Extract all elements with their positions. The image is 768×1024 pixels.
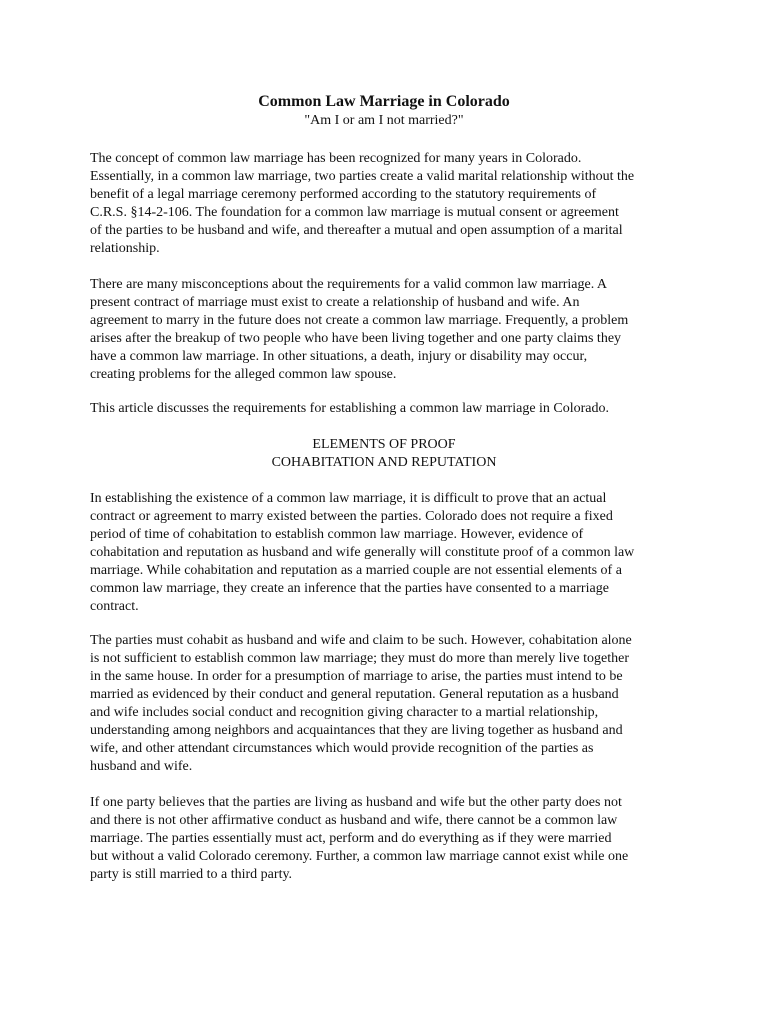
text-line: common law marriage, they create an inference that the parties have consented to a marriage [90, 581, 609, 596]
text-line: marriage. The parties essentially must act, perform and do everything as if they were married [90, 831, 612, 846]
text-line: contract or agreement to marry existed between the parties. Colorado does not require a fixed [90, 509, 613, 524]
text-line: husband and wife. [90, 759, 193, 774]
text-line: is not sufficient to establish common law marriage; they must do more than merely live together [90, 651, 629, 666]
text-line: There are many misconceptions about the requirements for a valid common law marriage. A [90, 277, 608, 292]
text-line: benefit of a legal marriage ceremony performed according to the statutory requirements of [90, 187, 597, 202]
text-line: creating problems for the alleged common law spouse. [90, 367, 397, 382]
paragraph-cohabit [90, 632, 690, 776]
text-line: marriage. While cohabitation and reputation as a married couple are not essential elements of a [90, 563, 622, 578]
text-line: in the same house. In order for a presumption of marriage to arise, the parties must intend to be [90, 669, 623, 684]
text-line: The concept of common law marriage has been recognized for many years in Colorado. [90, 151, 582, 166]
paragraph-affirmative-conduct [90, 794, 690, 884]
text-line: and wife includes social conduct and recognition giving character to a martial relationship, [90, 705, 599, 720]
text-line: period of time of cohabitation to establish common law marriage. However, evidence of [90, 527, 584, 542]
text-line: relationship. [90, 241, 160, 256]
text-line: party is still married to a third party. [90, 867, 293, 882]
text-line: of the parties to be husband and wife, and thereafter a mutual and open assumption of a marital [90, 223, 623, 238]
section-heading-line1: ELEMENTS OF PROOF [312, 437, 456, 452]
text-line: This article discusses the requirements for establishing a common law marriage in Colorado. [90, 401, 610, 416]
paragraph-article-scope [90, 400, 690, 418]
text-line: wife, and other attendant circumstances which would provide recognition of the parties as [90, 741, 594, 756]
text-line: If one party believes that the parties are living as husband and wife but the other party does not [90, 795, 622, 810]
paragraph-misconceptions [90, 276, 690, 384]
section-heading-line2: COHABITATION AND REPUTATION [271, 455, 497, 470]
text-line: but without a valid Colorado ceremony. Further, a common law marriage cannot exist while one [90, 849, 629, 864]
text-line: and there is not other affirmative conduct as husband and wife, there cannot be a common law [90, 813, 618, 828]
document-subtitle: "Am I or am I not married?" [304, 113, 464, 128]
text-line: present contract of marriage must exist to create a relationship of husband and wife. An [90, 295, 580, 310]
text-line: married as evidenced by their conduct and general reputation. General reputation as a husband [90, 687, 619, 702]
text-line: C.R.S. §14-2-106. The foundation for a common law marriage is mutual consent or agreement [90, 205, 619, 220]
text-line: In establishing the existence of a common law marriage, it is difficult to prove that an actual [90, 491, 607, 506]
text-line: The parties must cohabit as husband and wife and claim to be such. However, cohabitation alone [90, 633, 632, 648]
text-line: understanding among neighbors and acquaintances that they are living together as husband and [90, 723, 623, 738]
paragraph-intro [90, 150, 690, 258]
text-line: Essentially, in a common law marriage, two parties create a valid marital relationship without the [90, 169, 635, 184]
text-line: have a common law marriage. In other situations, a death, injury or disability may occur, [90, 349, 588, 364]
text-line: arises after the breakup of two people who have been living together and one party claims they [90, 331, 622, 346]
text-line: agreement to marry in the future does not create a common law marriage. Frequently, a problem [90, 313, 629, 328]
text-line: contract. [90, 599, 139, 614]
paragraph-establishing [90, 490, 690, 616]
text-line: cohabitation and reputation as husband and wife generally will constitute proof of a common law [90, 545, 635, 560]
document-title: Common Law Marriage in Colorado [258, 93, 510, 110]
